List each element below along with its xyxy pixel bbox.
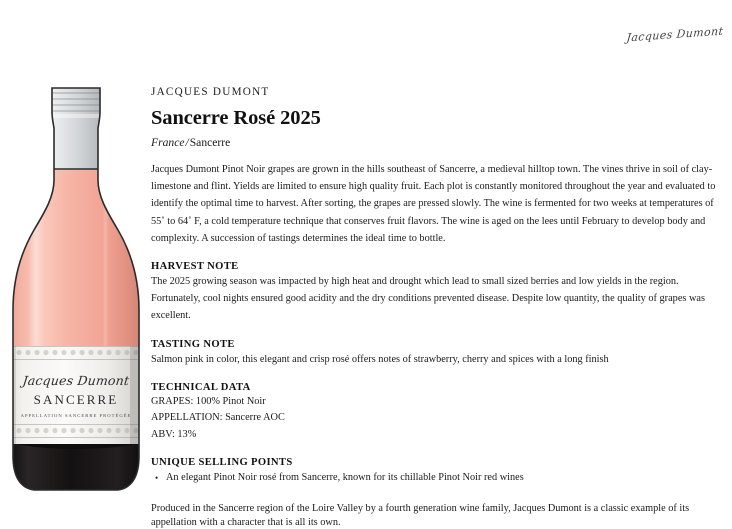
technical-data-heading: TECHNICAL DATA [151,381,251,393]
brand-signature-logo: Jacques Dumont [626,24,724,44]
harvest-note-text: The 2025 growing season was impacted by high heat and drought which lead to small sized berries and low yields in the region. Fortunately, cool nights ensured good acidity and the dry conditions prevented disease. Despite low quantity, the quality of grapes was excellent. [151,276,705,322]
bottle-illustration [6,84,146,496]
section-harvest-note [151,261,723,325]
bottle-label-brand: Jacques Dumont [21,373,131,388]
intro-paragraph: Jacques Dumont Pinot Noir grapes are grown in the hills southeast of Sancerre, a medieval hilltop town. The vines thrive in soil of clay-limestone and flint. Yields are limited to ensure high quality fruit. Each plot is constantly monitored throughout the year and evaluated to identify the optimal time to harvest. After sorting, the grapes are pressed slowly. The wine is fermented for two weeks at temperatures of 55˚ to 64˚ F, a cold temperature technique that conserves fruit flavors. The wine is aged on the lees until February to develop body and complexity. A succession of tastings determines the ideal time to bottle. [151,164,716,244]
tasting-note-heading: TASTING NOTE [151,338,235,350]
product-bottle-image [6,84,146,496]
section-unique-selling-points [151,457,723,486]
unique-selling-points-list [151,470,723,486]
tasting-note-text: Salmon pink in color, this elegant and crisp rosé offers notes of strawberry, cherry and spices with a long finish [151,353,609,365]
bottle-label-appellation-protected: APPELLATION SANCERRE PROTÉGÉE [20,413,132,418]
technical-data-appellation: APPELLATION: Sancerre AOC [151,412,285,424]
origin-country: France [151,136,185,149]
harvest-note-heading: HARVEST NOTE [151,261,239,273]
list-item: • An elegant Pinot Noir rosé from Sancerre, known for its chillable Pinot Noir red wines [166,470,723,486]
technical-data-abv: ABV: 13% [151,428,197,440]
wine-fact-sheet [151,86,723,529]
page-title: Sancerre Rosé 2025 [151,107,321,129]
origin-separator: / [185,136,189,149]
producer-name: JACQUES DUMONT [151,86,270,98]
technical-data-grapes: GRAPES: 100% Pinot Noir [151,395,266,407]
section-tasting-note [151,339,723,368]
bottle-label-appellation: SANCERRE [33,392,119,407]
origin-region: Sancerre [189,136,231,149]
origin-line [151,136,723,149]
section-technical-data [151,382,723,443]
closing-paragraph: Produced in the Sancerre region of the Loire Valley by a fourth generation wine family, Jacques Dumont is a classic example of its appellation with a character that is all its own. [151,503,690,528]
unique-selling-points-heading: UNIQUE SELLING POINTS [151,457,293,469]
